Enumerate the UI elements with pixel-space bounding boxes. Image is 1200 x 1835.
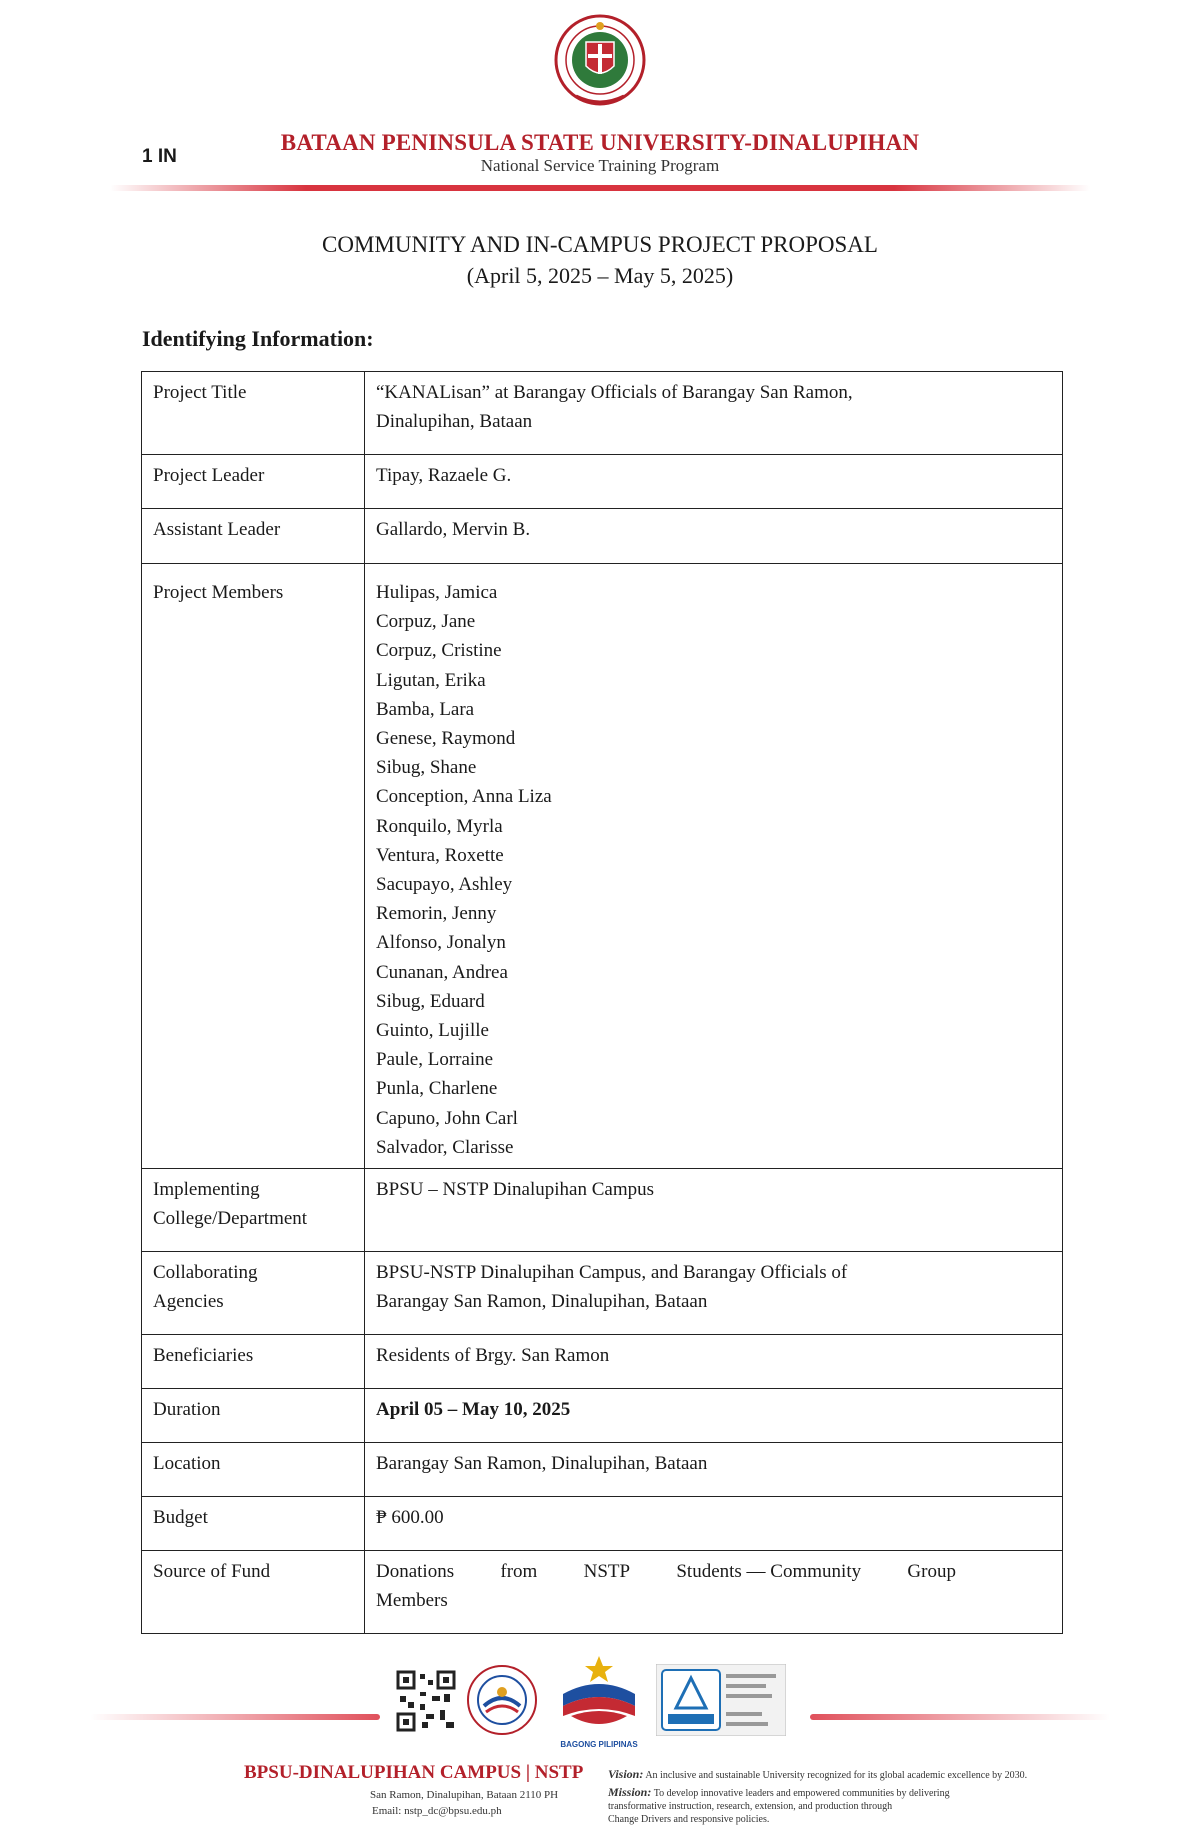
member-name: Punla, Charlene (376, 1078, 498, 1100)
collaborating-line: BPSU-NSTP Dinalupihan Campus, and Barangay Officials of (376, 1262, 848, 1283)
row-value (365, 1551, 1063, 1634)
member-name: Sibug, Shane (376, 757, 477, 779)
member-name: Ronquilo, Myrla (376, 815, 503, 837)
member-name: Capuno, John Carl (376, 1107, 518, 1129)
identifying-information-table (141, 371, 1063, 1634)
row-label: Project Title (142, 372, 365, 455)
source-of-fund-line: Members (376, 1590, 448, 1611)
footer-email: Email: nstp_dc@bpsu.edu.ph (372, 1805, 502, 1817)
label-line: College/Department (153, 1208, 308, 1229)
label-line: Collaborating (153, 1262, 258, 1283)
document-title: COMMUNITY AND IN-CAMPUS PROJECT PROPOSAL (322, 232, 878, 257)
program-name: National Service Training Program (480, 156, 720, 175)
table-row (142, 509, 1063, 564)
fund-word: Students — Community (676, 1561, 862, 1582)
project-title-line: “KANALisan” at Barangay Officials of Barangay San Ramon, (376, 382, 853, 403)
member-name: Bamba, Lara (376, 698, 475, 720)
mission-label: Mission: (608, 1785, 652, 1799)
page-tag: 1 IN (142, 146, 177, 167)
iso-certification-badge (656, 1664, 786, 1736)
table-row (142, 1551, 1063, 1634)
row-label (142, 1169, 365, 1252)
row-value (365, 1252, 1063, 1335)
member-name: Guinto, Lujille (376, 1020, 489, 1042)
table-row (142, 372, 1063, 455)
qr-code-icon (396, 1670, 456, 1732)
member-name: Hulipas, Jamica (376, 582, 498, 603)
table-row (142, 1443, 1063, 1497)
project-members-list (365, 564, 1063, 1169)
header-divider (110, 185, 1090, 191)
duration-value: April 05 – May 10, 2025 (365, 1389, 1063, 1443)
location-value: Barangay San Ramon, Dinalupihan, Bataan (365, 1443, 1063, 1497)
footer-campus-name: BPSU-DINALUPIHAN CAMPUS | NSTP (244, 1762, 584, 1783)
member-name: Ligutan, Erika (376, 669, 486, 691)
implementing-value: BPSU – NSTP Dinalupihan Campus (365, 1169, 1063, 1252)
mission-statement (608, 1786, 950, 1800)
bagong-pilipinas-logo (553, 1654, 645, 1738)
row-label: Project Members (142, 564, 365, 1169)
member-name: Corpuz, Cristine (376, 640, 502, 662)
footer-divider-left (90, 1714, 380, 1720)
vision-label: Vision: (608, 1767, 644, 1781)
row-label: Duration (142, 1389, 365, 1443)
table-row (142, 1335, 1063, 1389)
member-name: Ventura, Roxette (376, 844, 504, 866)
fund-word: Group (907, 1561, 956, 1582)
row-label: Assistant Leader (142, 509, 365, 564)
member-name: Conception, Anna Liza (376, 786, 552, 808)
table-row (142, 1252, 1063, 1335)
row-label: Budget (142, 1497, 365, 1551)
row-label: Location (142, 1443, 365, 1497)
footer-address: San Ramon, Dinalupihan, Bataan 2110 PH (370, 1789, 559, 1801)
table-row (142, 455, 1063, 509)
member-name: Corpuz, Jane (376, 611, 476, 633)
row-label: Project Leader (142, 455, 365, 509)
mission-text-line: Change Drivers and responsive policies. (608, 1814, 770, 1825)
label-line: Implementing (153, 1179, 260, 1200)
member-name: Remorin, Jenny (376, 903, 497, 925)
row-label (142, 1252, 365, 1335)
beneficiaries-value: Residents of Brgy. San Ramon (365, 1335, 1063, 1389)
mission-text-line: transformative instruction, research, extension, and production through (608, 1801, 893, 1812)
member-name: Paule, Lorraine (376, 1049, 494, 1071)
label-line: Agencies (153, 1291, 224, 1312)
fund-word: NSTP (583, 1561, 631, 1582)
vision-text: An inclusive and sustainable University recognized for its global academic excellence by 2030. (645, 1770, 1028, 1781)
fund-word: from (500, 1561, 538, 1582)
university-name: BATAAN PENINSULA STATE UNIVERSITY-DINALUPIHAN (280, 130, 920, 155)
project-title-line: Dinalupihan, Bataan (376, 411, 533, 432)
row-value (365, 372, 1063, 455)
nstp-seal-icon (466, 1664, 538, 1736)
fund-word: Donations (376, 1561, 455, 1582)
footer-divider-right (810, 1714, 1110, 1720)
project-leader-value: Tipay, Razaele G. (365, 455, 1063, 509)
document-dates: (April 5, 2025 – May 5, 2025) (466, 263, 734, 288)
bagong-pilipinas-label: BAGONG PILIPINAS (560, 1740, 638, 1749)
budget-value: ₱ 600.00 (365, 1497, 1063, 1551)
vision-statement (608, 1768, 1027, 1782)
source-of-fund-line (376, 1557, 956, 1586)
member-name: Genese, Raymond (376, 728, 516, 750)
member-name: Sibug, Eduard (376, 990, 485, 1012)
university-seal-logo (552, 8, 648, 118)
mission-text: To develop innovative leaders and empowered communities by delivering (653, 1788, 950, 1799)
table-row (142, 1169, 1063, 1252)
member-name: Sacupayo, Ashley (376, 874, 513, 896)
member-name: Salvador, Clarisse (376, 1136, 514, 1158)
table-row (142, 1497, 1063, 1551)
member-name: Cunanan, Andrea (376, 961, 508, 983)
table-row (142, 1389, 1063, 1443)
table-row (142, 564, 1063, 1169)
section-heading: Identifying Information: (142, 326, 374, 351)
assistant-leader-value: Gallardo, Mervin B. (365, 509, 1063, 564)
collaborating-line: Barangay San Ramon, Dinalupihan, Bataan (376, 1291, 708, 1312)
row-label: Source of Fund (142, 1551, 365, 1634)
row-label: Beneficiaries (142, 1335, 365, 1389)
member-name: Alfonso, Jonalyn (376, 932, 506, 954)
